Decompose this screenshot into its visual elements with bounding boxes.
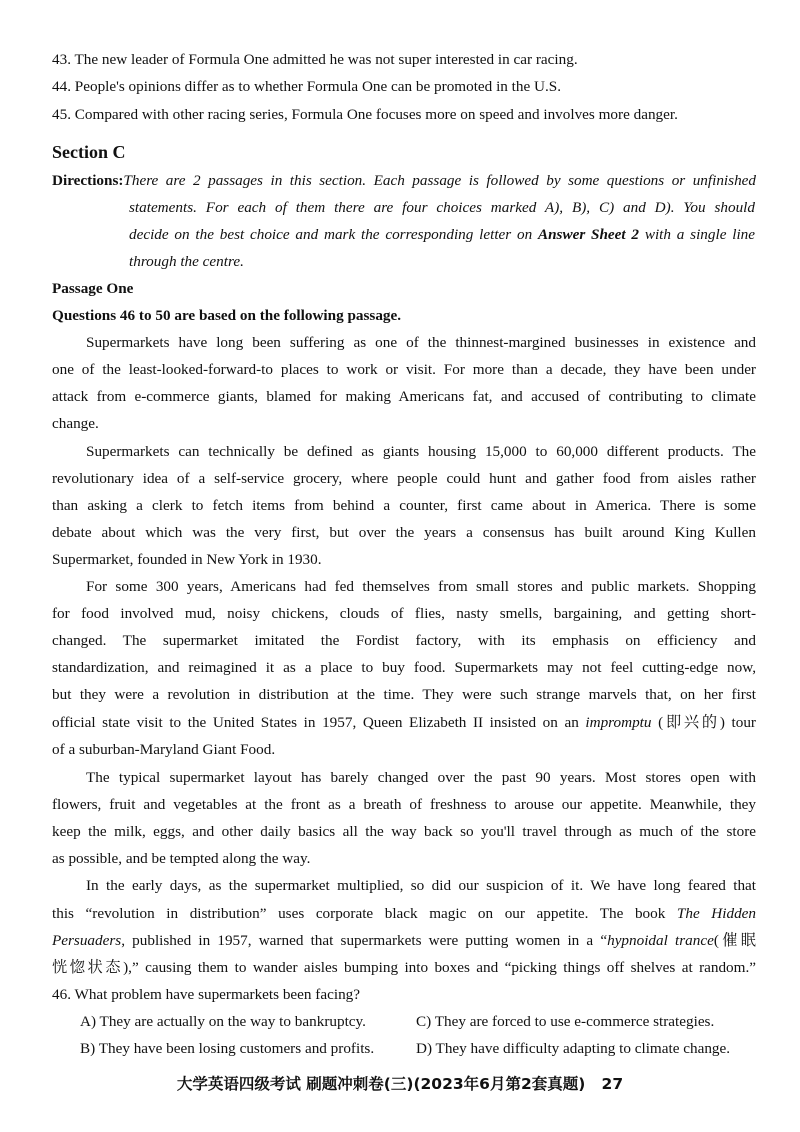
option-b: B) They have been losing customers and profits. <box>80 1040 375 1057</box>
option-a: A) They are actually on the way to bankruptcy. <box>80 1013 366 1030</box>
passage-line: Supermarket, founded in New York in 1930. <box>52 551 322 568</box>
passage-line <box>52 711 756 735</box>
passage-line: for food involved mud, noisy chickens, clouds of flies, nasty smells, bargaining, and getting short- <box>52 605 756 622</box>
passage-line: attack from e-commerce giants, blamed for making Americans fat, and accused of contributing to climate <box>52 388 756 405</box>
passage-line: flowers, fruit and vegetables at the front as a breath of freshness to arouse our appetite. Meanwhile, they <box>52 796 756 813</box>
passage-line: one of the least-looked-forward-to places to work or visit. For more than a decade, they have been under <box>52 361 756 378</box>
passage-line: debate about which was the very first, but over the years a consensus has built around King Kullen <box>52 524 756 541</box>
passage-line: In the early days, as the supermarket multiplied, so did our suspicion of it. We have long feared that <box>86 877 756 894</box>
passage-line: For some 300 years, Americans had fed themselves from small stores and public markets. Shopping <box>86 578 756 595</box>
passage-line: keep the milk, eggs, and other daily basics all the way back so you'll travel through as much of the store <box>52 823 756 840</box>
passage-line <box>52 929 756 953</box>
passage-text: official state visit to the United States in 1957, Queen Elizabeth II insisted on an <box>52 714 579 731</box>
passage-line: revolutionary idea of a self-service grocery, where people could hunt and gather food from aisles rather <box>52 470 756 487</box>
passage-line: The typical supermarket layout has barely changed over the past 90 years. Most stores open with <box>86 769 756 786</box>
passage-line: Supermarkets can technically be defined as giants housing 15,000 to 60,000 different products. The <box>86 443 756 460</box>
directions-text-3: decide on the best choice and mark the corresponding letter on <box>129 226 533 243</box>
directions-line-1 <box>52 169 756 193</box>
option-d: D) They have difficulty adapting to climate change. <box>416 1040 731 1057</box>
passage-title: Passage One <box>52 280 134 297</box>
passage-instruction: Questions 46 to 50 are based on the following passage. <box>52 307 402 324</box>
directions-label: Directions: <box>52 172 124 189</box>
option-c: C) They are forced to use e-commerce strategies. <box>416 1013 715 1030</box>
footer-title: 大学英语四级考试 刷题冲刺卷(三)(2023年6月第2套真题) <box>176 1075 586 1093</box>
book-title-part-2: Persuaders <box>52 932 122 949</box>
page-footer <box>0 1072 800 1094</box>
passage-line: as possible, and be tempted along the way. <box>52 850 311 867</box>
page-number: 27 <box>601 1075 624 1093</box>
statement-45: 45. Compared with other racing series, Formula One focuses more on speed and involves more danger. <box>52 106 678 123</box>
passage-line <box>52 902 756 926</box>
passage-line: but they were a revolution in distribution at the time. They were such strange marvels that, on her first <box>52 686 756 703</box>
passage-text: this “revolution in distribution” uses corporate black magic on our appetite. The book <box>52 905 666 922</box>
statement-43: 43. The new leader of Formula One admitted he was not super interested in car racing. <box>52 51 578 68</box>
passage-line: 恍惚状态),” causing them to wander aisles bumping into boxes and “picking things off shelves at random.” <box>52 959 756 976</box>
answer-sheet-ref: Answer Sheet 2 <box>537 226 640 243</box>
hypnoidal-gloss: (催眠 <box>713 932 756 949</box>
directions-line-3 <box>129 223 755 247</box>
passage-line: of a suburban-Maryland Giant Food. <box>52 741 276 758</box>
passage-line: than asking a clerk to fetch items from behind a counter, first came about in America. There is some <box>52 497 756 514</box>
passage-line: changed. The supermarket imitated the Fordist factory, with its emphasis on efficiency and <box>52 632 756 649</box>
statement-44: 44. People's opinions differ as to whether Formula One can be promoted in the U.S. <box>52 78 562 95</box>
question-stem: 46. What problem have supermarkets been facing? <box>52 986 360 1003</box>
book-title-part-1: The Hidden <box>676 905 757 922</box>
passage-text: , published in 1957, warned that supermarkets were putting women in a “ <box>121 932 608 949</box>
impromptu-gloss: (即兴的) tour <box>658 714 756 731</box>
passage-line: change. <box>52 415 99 432</box>
directions-text-4: with a single line <box>644 226 756 243</box>
impromptu-term: impromptu <box>585 714 652 731</box>
directions-line-2: statements. For each of them there are four choices marked A), B), C) and D). You should <box>129 199 755 216</box>
passage-line: Supermarkets have long been suffering as one of the thinnest-margined businesses in existence and <box>86 334 756 351</box>
directions-line-4: through the centre. <box>129 253 244 270</box>
hypnoidal-term: hypnoidal trance <box>607 932 714 949</box>
section-title: Section C <box>52 142 126 162</box>
directions-text-1: There are 2 passages in this section. Each passage is followed by some questions or unfinished <box>123 172 756 189</box>
passage-line: standardization, and reimagined it as a place to buy food. Supermarkets may not feel cutting-edge now, <box>52 659 756 676</box>
